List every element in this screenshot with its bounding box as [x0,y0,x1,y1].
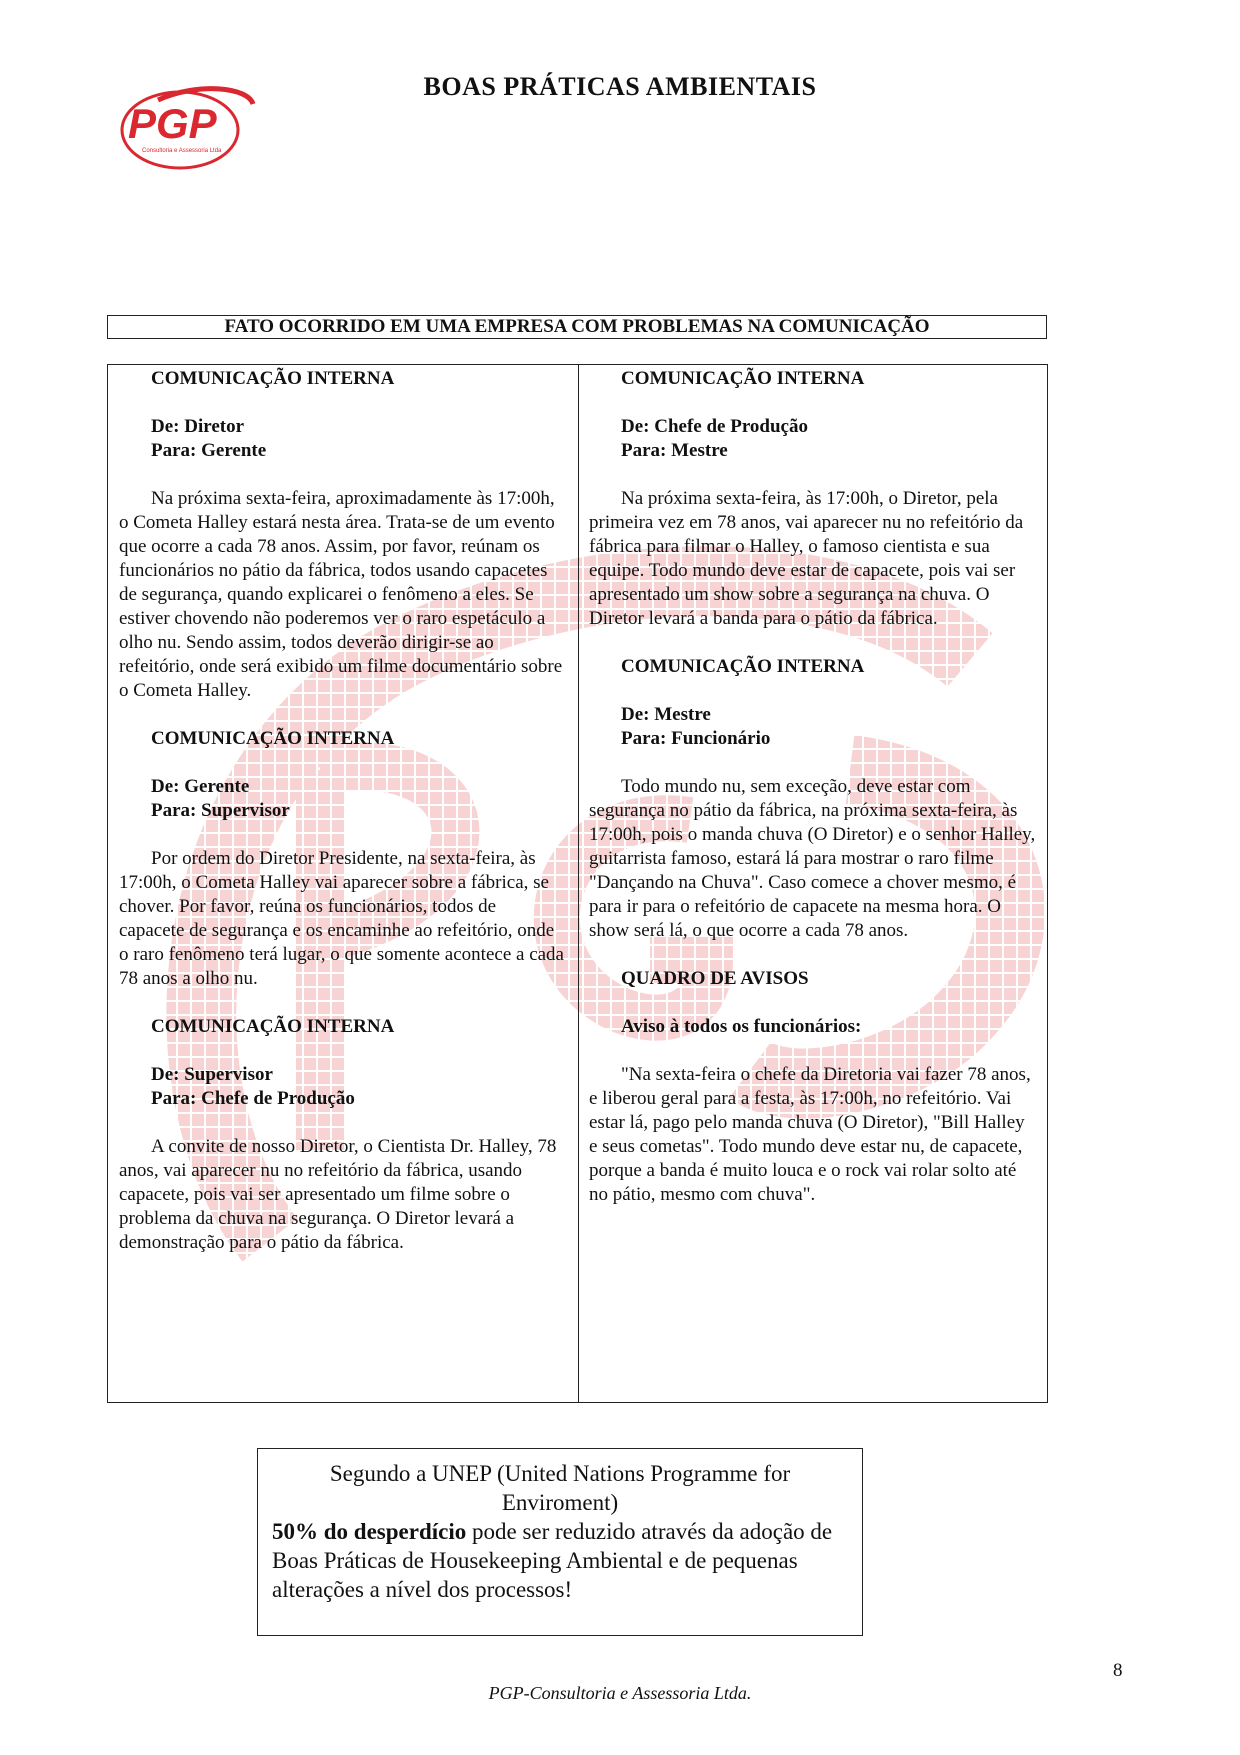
memo-heading: COMUNICAÇÃO INTERNA [151,1016,395,1037]
right-column [589,365,1036,1207]
memo-body: Na próxima sexta-feira, aproximadamente às 17:00h, o Cometa Halley estará nesta área. Trata-se de um evento que ocorre a cada 78 anos. Assim, por favor, reúnam os funcionários no pátio da fábrica, todos usando capacetes de segurança, quando explicarei o fenômeno a eles. Se estiver chovendo não poderemos ver o raro espetáculo a olho nu. Sendo assim, todos deverão dirigir-se ao refeitório, onde será exibido um filme documentário sobre o Cometa Halley. [119,488,563,701]
memo-to: Para: Gerente [151,440,267,461]
left-column [119,365,566,1255]
unep-emphasis: 50% do desperdício [272,1519,467,1544]
logo-tagline: Consultoria e Assessoria Ltda [142,148,222,154]
memo-heading: COMUNICAÇÃO INTERNA [621,656,865,677]
memo-body: A convite de nosso Diretor, o Cientista Dr. Halley, 78 anos, vai aparecer nu no refeitório da fábrica, usando capacete, pois vai ser apresentado um filme sobre o problema da chuva na segurança. O Diretor levará a demonstração para o pátio da fábrica. [119,1136,557,1253]
memo-from: De: Chefe de Produção [621,416,808,437]
notice-body: "Na sexta-feira o chefe da Diretoria vai fazer 78 anos, e liberou geral para a festa, às 17:00h, no refeitório. Vai estar lá, pago pelo manda chuva (O Diretor), "Bill Halley e seus cometas". Todo mundo deve estar nu, de capacete, porque a banda é muito louca e o rock vai rolar solto até no pátio, mesmo com chuva". [589,1064,1031,1205]
memo [119,727,566,991]
notice-board [589,967,1036,1207]
column-divider [578,365,579,1402]
page-number: 8 [1113,1660,1123,1681]
memo-heading: COMUNICAÇÃO INTERNA [151,728,395,749]
memo-table [107,364,1048,1403]
memo [119,1015,566,1255]
notice-subheading: Aviso à todos os funcionários: [621,1016,862,1037]
fact-header: FATO OCORRIDO EM UMA EMPRESA COM PROBLEMAS NA COMUNICAÇÃO [107,315,1047,339]
document-title: BOAS PRÁTICAS AMBIENTAIS [423,72,817,101]
notice-heading: QUADRO DE AVISOS [621,968,809,989]
memo-from: De: Diretor [151,416,245,437]
unep-body [272,1517,848,1604]
memo-to: Para: Supervisor [151,800,290,821]
unep-title: Segundo a UNEP (United Nations Programme for Enviroment) [329,1461,791,1515]
memo-body: Na próxima sexta-feira, às 17:00h, o Diretor, pela primeira vez em 78 anos, vai aparecer nu no refeitório da fábrica para filmar o Halley, o famoso cientista e sua equipe. Todo mundo deve estar de capacete, pois vai ser apresentado um show sobre a segurança na chuva. O Diretor levará a banda para o pátio da fábrica. [589,488,1024,629]
memo-body: Todo mundo nu, sem exceção, deve estar com segurança no pátio da fábrica, na próxima sexta-feira, às 17:00h, pois o manda chuva (O Diretor) e o senhor Halley, guitarrista famoso, estará lá para mostrar o raro filme "Dançando na Chuva". Caso comece a chover mesmo, é para ir para o refeitório de capacete na mesma hora. O show será lá, o que ocorre a cada 78 anos. [589,776,1036,941]
memo-from: De: Mestre [621,704,711,725]
memo [119,367,566,703]
memo-to: Para: Mestre [621,440,728,461]
memo-to: Para: Funcionário [621,728,771,749]
memo-from: De: Gerente [151,776,250,797]
unep-callout-box [257,1448,863,1636]
logo-text: PGP [128,100,217,147]
page-footer: PGP-Consultoria e Assessoria Ltda. [488,1683,752,1703]
memo [589,655,1036,943]
memo [589,367,1036,631]
memo-heading: COMUNICAÇÃO INTERNA [621,368,865,389]
memo-heading: COMUNICAÇÃO INTERNA [151,368,395,389]
unep-body-text: pode ser reduzido através da adoção de Boas Práticas de Housekeeping Ambiental e de pequenas alterações a nível dos processos! [272,1519,833,1602]
memo-to: Para: Chefe de Produção [151,1088,355,1109]
memo-from: De: Supervisor [151,1064,273,1085]
memo-body: Por ordem do Diretor Presidente, na sexta-feira, às 17:00h, o Cometa Halley vai aparecer sobre a fábrica, se chover. Por favor, reúna os funcionários, todos de capacete de segurança e os encaminhe ao refeitório, onde o raro fenômeno terá lugar, o que somente acontece a cada 78 anos a olho nu. [119,848,564,989]
